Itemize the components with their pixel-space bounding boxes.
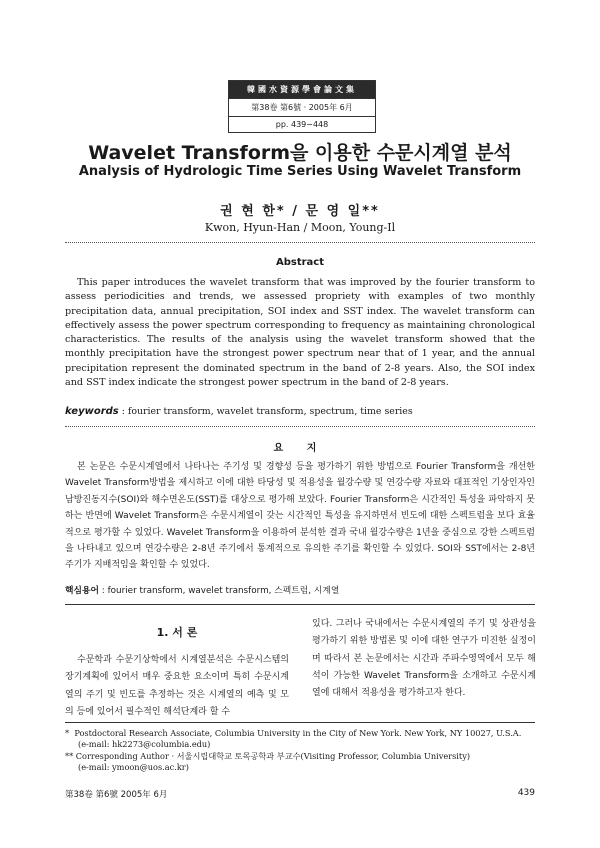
footnote-divider [65, 722, 535, 723]
authors-korean: 권 현 한* / 문 영 일** [220, 204, 380, 219]
footnote-1 [65, 728, 535, 739]
divider-solid [65, 604, 535, 605]
footnote-1-text: Postdoctoral Research Associate, Columbia University in the City of New York. New York, NY 10027, U.S.A. [74, 728, 522, 738]
abstract-heading: Abstract [275, 257, 325, 268]
section-heading-introduction: 1. 서 론 [156, 626, 198, 639]
footnote-2-text: Corresponding Author · 서울시립대학교 토목공학과 부교수(Visiting Professor, Columbia University) [75, 750, 471, 761]
divider-top [65, 242, 535, 243]
korean-abstract-heading: 요 지 [273, 443, 327, 454]
footnotes [65, 728, 535, 774]
footer-journal-issue: 第38卷 第6號 2005年 6月 [65, 790, 168, 800]
korean-keywords-separator: : [101, 586, 108, 596]
korean-keywords-label: 핵심용어 [65, 586, 99, 596]
introduction-text-left: 수문학과 수문기상학에서 시계열분석은 수문시스템의 장기계획에 있어서 매우 중요한 요소이며 특히 수문시계열의 주기 및 빈도를 추정하는 것은 시계열의 예측 및 모의 등에 있어서 필수적인 해석단계라 할 수 [65, 655, 289, 717]
keywords-label: keywords [65, 406, 119, 417]
keywords-separator: : [121, 406, 128, 417]
journal-info-box [228, 80, 376, 133]
keywords-line [65, 406, 535, 417]
introduction-text-right: 있다. 그러나 국내에서는 수문시계열의 주기 및 상관성을 평가하기 위한 방법론 및 이에 대한 연구가 미진한 실정이며 따라서 본 논문에서는 시간과 주파수영역에서 모두 해석이 가능한 Wavelet Transform을 소개하고 수문시계열에 대해서 적용성을 평가하고자 한다. [312, 619, 536, 699]
keywords-text: fourier transform, wavelet transform, spectrum, time series [127, 406, 413, 417]
footer-page-number: 439 [517, 788, 535, 798]
column-left [65, 610, 289, 721]
paper-subtitle: Analysis of Hydrologic Time Series Using Wavelet Transform [78, 164, 522, 179]
footnote-1-mark: * [65, 728, 70, 738]
journal-volume-issue: 第38卷 第6號 · 2005年 6月 [229, 98, 375, 116]
footnote-2-email: (e-mail: ymoon@uos.ac.kr) [78, 762, 189, 773]
footnote-1-email: (e-mail: hk2273@columbia.edu) [78, 739, 211, 750]
footnote-2 [65, 751, 535, 762]
abstract-text: This paper introduces the wavelet transform that was improved by the fourier transform to assess periodicities and trends, we assessed propriety with examples of two monthly precipitation data, annual precipitation, SOI index and SST index. The wavelet transform can effectively assess the power spectrum corresponding to frequency as maintaining chronological characteristics. The results of the analysis using the wavelet transform showed that the monthly precipitation have the strongest power spectrum near that of 1 year, and the annual precipitation represent the dominated spectrum in the band of 2-8 years. Also, the SOI index and SST index indicate the strongest power spectrum in the band of 2-8 years. [65, 277, 535, 389]
korean-keywords-line [65, 583, 535, 596]
divider-mid [65, 426, 535, 427]
korean-abstract-text: 본 논문은 수문시계열에서 나타나는 주기성 및 경향성 등을 평가하기 위한 방법으로 Fourier Transform을 개선한 Wavelet Transform방법을 제시하고 이에 대한 타당성 및 적용성을 월강수량 및 연강수량 자료와 대표적인 기상인자인 남방진동지수(SOI)와 해수면온도(SST)를 대상으로 평가해 보았다. Fourier Transform은 시간적인 특성을 파악하지 못하는 반면에 Wavelet Transform은 수문시계열이 갖는 시간적인 특성을 유지하면서 빈도에 대한 스펙트럼을 보다 효율적으로 평가할 수 있었다. Wavelet Transform을 이용하여 분석한 결과 국내 월강수량은 1년을 중심으로 강한 스펙트럼을 나타내고 있으며 연강수량은 2-8년 주기에서 통계적으로 유의한 주기를 확인할 수 있었다. SOI와 SST에서는 2-8년 주기가 지배적임을 확인할 수 있었다. [65, 462, 535, 571]
journal-name: 韓國水資源學會論文集 [229, 81, 375, 98]
journal-pages: pp. 439∼448 [229, 116, 375, 132]
column-right [312, 616, 536, 702]
paper-title: Wavelet Transform을 이용한 수문시계열 분석 [88, 142, 512, 164]
footnote-2-mark: ** [65, 750, 74, 761]
korean-keywords-text: fourier transform, wavelet transform, 스펙트럼, 시계열 [107, 586, 340, 596]
authors-english: Kwon, Hyun-Han / Moon, Young-Il [204, 221, 396, 234]
